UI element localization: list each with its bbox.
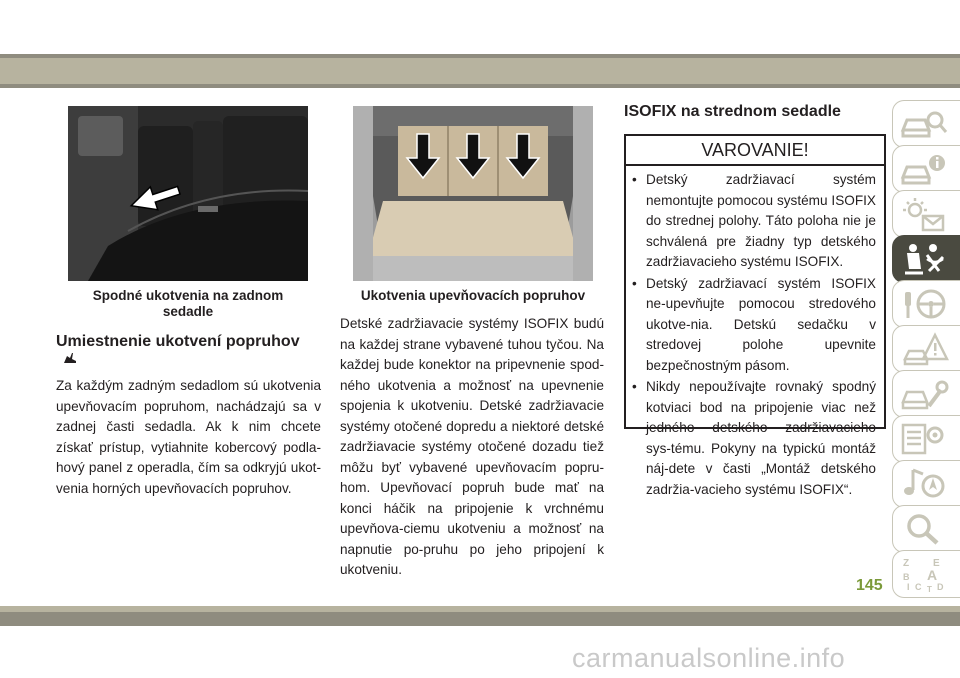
middle-photo-caption: Ukotvenia upevňovacích popruhov	[360, 288, 586, 303]
tab-checklist[interactable]	[892, 415, 960, 463]
left-photo-caption	[68, 288, 308, 320]
car-info-icon	[899, 151, 949, 187]
page-number: 145	[856, 577, 883, 594]
hazard-triangle-car-icon	[899, 331, 949, 367]
left-caption-line2: sedadle	[162, 304, 214, 319]
footer-rule-dark	[0, 612, 960, 626]
index-letter: C	[915, 582, 922, 592]
tab-dashboard-lights[interactable]	[892, 190, 960, 238]
left-section-heading: Umiestnenie ukotvení popruhov	[56, 333, 300, 350]
car-wrench-icon	[899, 376, 949, 412]
index-letter: A	[927, 567, 938, 583]
key-steering-wheel-icon	[899, 286, 949, 322]
warning-item: • Detský zadržiavací systém ISOFIX ne-upevňujte pomocou stredového ukotve-nia. Detskú sedačku v stredovej polohe upevnite bezpečnostným pásom.	[626, 274, 884, 377]
index-letter: D	[937, 582, 944, 592]
header-rule-dark-bottom	[0, 84, 960, 88]
tab-car-info[interactable]	[892, 145, 960, 193]
middle-section-body: Detské zadržiavacie systémy ISOFIX budú na každej strane vybavené tuhou tyčou. Na každej bude konektor na pripevnenie spod-ného ukotvenia a možnosť na upevnenie spojenia k ukotveniu. Detské zadržiavacie systémy otočené dopredu a niektoré detské zadržiavacie systémy otočené dozadu tiež môžu byť vybavené upevňovacím popru-hom. Upevňovací popruh bude mať na konci háčik na pripojenie k vrchnému upevňova-ciemu ukotveniu a možnosť na napnutie po-pruhu po jeho pripojení k ukotveniu.	[340, 316, 604, 577]
cargo-area-photo	[353, 106, 593, 281]
right-section-heading: ISOFIX na strednom sedadle	[624, 103, 841, 120]
tab-hazard[interactable]	[892, 325, 960, 373]
warning-item: • Detský zadržiavací systém nemontujte pomocou systému ISOFIX do strednej polohy. Táto poloha nie je schválená pre žiadny typ detského zadržiavacieho systému ISOFIX.	[626, 170, 884, 273]
top-margin	[0, 0, 960, 44]
child-seat-airbag-icon	[899, 241, 949, 277]
index-letter: Z	[903, 558, 910, 569]
header-band	[0, 58, 960, 84]
tab-search[interactable]	[892, 505, 960, 553]
tab-key-steering[interactable]	[892, 280, 960, 328]
left-section-body: Za každým zadným sedadlom sú ukotvenia upevňovacím popruhom, nachádzajú sa v zadnej časti sedadla. Ak k nim chcete získať prístup, vytiahnite kobercový podla-hový panel z operadla, čím sa odkryjú ukot-venia horných upevňovacích popruhov.	[56, 378, 321, 496]
chapter-tabs	[892, 100, 960, 600]
checklist-gear-icon	[899, 421, 949, 457]
tab-child-seat-airbag[interactable]	[892, 235, 960, 283]
car-magnifier-icon	[899, 106, 949, 142]
rear-seat-photo	[68, 106, 308, 281]
index-letter: I	[907, 582, 910, 592]
left-caption-line1: Spodné ukotvenia na zadnom	[92, 288, 284, 303]
music-navigation-icon	[899, 466, 949, 502]
alphabet-index-icon	[899, 556, 949, 594]
watermark: carmanualsonline.info	[572, 643, 846, 673]
magnifier-icon	[899, 511, 949, 547]
index-letter: B	[903, 572, 910, 582]
tab-car-wrench[interactable]	[892, 370, 960, 418]
warning-title: VAROVANIE!	[626, 136, 884, 166]
index-letter: T	[927, 585, 932, 594]
tab-music-navigation[interactable]	[892, 460, 960, 508]
dashboard-lights-message-icon	[899, 196, 949, 232]
tether-anchor-icon	[62, 351, 78, 369]
index-letter: E	[933, 558, 940, 569]
warning-box	[624, 134, 886, 497]
warning-list	[626, 170, 884, 501]
tab-car-magnifier[interactable]	[892, 100, 960, 148]
warning-item: • Nikdy nepoužívajte rovnaký spodný kotviaci bod na pripojenie viac než jedného detského zadržiavacieho sys-tému. Pokyny na typickú montáž náj-dete v časti „Montáž detského zadržia-vacieho systému ISOFIX“.	[626, 377, 884, 500]
tab-index[interactable]	[892, 550, 960, 598]
